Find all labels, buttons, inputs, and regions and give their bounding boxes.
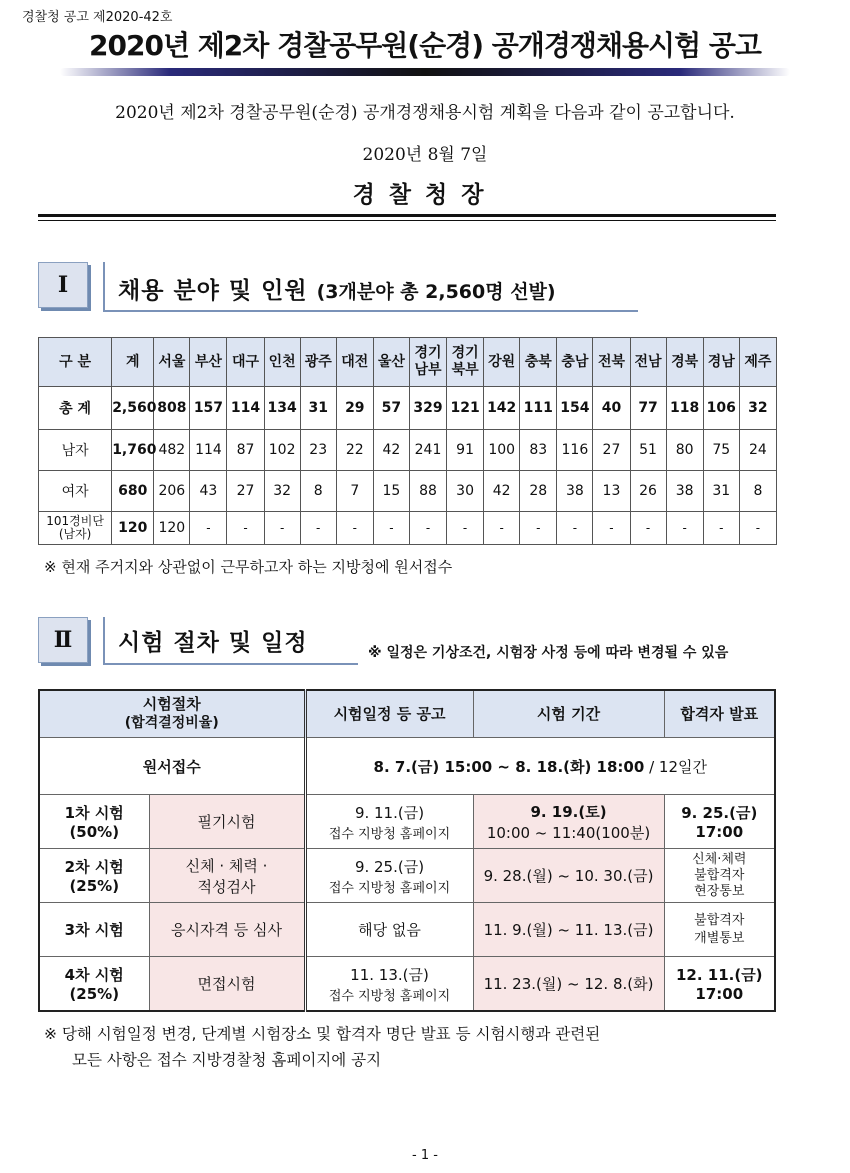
stage-announce [664,903,775,957]
notice-where: 접수 지방청 홈페이지 [328,826,451,842]
table-row-male [39,430,777,471]
stage-ratio: (25%) [69,877,120,895]
table-row-total [39,387,777,430]
table-cell: 121 [447,387,484,430]
stage-label [39,795,149,849]
table-cell: 329 [409,387,446,430]
announce-date: 9. 25.(금) [681,804,758,822]
table-cell: 31 [703,471,739,512]
table-cell: 241 [409,430,446,471]
table-cell: - [447,512,484,545]
application-period-range: 8. 7.(금) 15:00 ~ 8. 18.(화) 18:00 [373,757,645,776]
page-title: 2020년 제2차 경찰공무원(순경) 공개경쟁채용시험 공고 [89,29,761,62]
stage-label [39,957,149,1012]
header-cell: 구 분 [39,338,112,387]
table-cell: 118 [666,387,703,430]
row-label: 101경비단 (남자) [39,512,112,545]
stage-name: 2차 시험 [64,858,124,876]
stage-announce [664,795,775,849]
stage-notice [305,849,473,903]
header-cell: 경기 남부 [409,338,446,387]
announce-line1: 불합격자 [694,912,745,928]
table-cell: - [703,512,739,545]
table-cell: - [739,512,776,545]
header-notice: 시험일정 등 공고 [305,690,473,738]
stage-type-line1: 신체 · 체력 · [185,856,268,875]
header-cell: 전남 [630,338,666,387]
table-cell: 15 [373,471,409,512]
table-cell: 91 [447,430,484,471]
table-cell: 26 [630,471,666,512]
table-cell: 142 [484,387,520,430]
table-cell: - [593,512,630,545]
stage-name: 1차 시험 [64,804,124,822]
section-2-title: 시험 절차 및 일정 [118,630,308,656]
stage-notice [305,957,473,1012]
section-2-footnote [44,1021,780,1073]
table-cell: 88 [409,471,446,512]
table-header-row [39,338,777,387]
stage-ratio: (50%) [69,823,120,841]
schedule-row-application [39,738,775,795]
row-label: 여자 [39,471,112,512]
application-period [305,738,775,795]
table-cell: 80 [666,430,703,471]
stage-type [149,849,305,903]
stage-type: 필기시험 [149,795,305,849]
application-period-days: 12일간 [658,757,707,776]
stage-period: 11. 23.(월) ~ 12. 8.(화) [473,957,664,1012]
table-cell: - [227,512,264,545]
table-cell: - [336,512,373,545]
table-cell: - [630,512,666,545]
table-cell: - [190,512,227,545]
application-period-separator: / [644,757,659,776]
table-cell: 42 [373,430,409,471]
table-row-101-guard [39,512,777,545]
section-1-note: ※ 현재 주거지와 상관없이 근무하고자 하는 지방청에 원서접수 [44,558,453,576]
notice-where: 접수 지방청 홈페이지 [328,880,451,896]
header-cell: 대전 [336,338,373,387]
document-number: 경찰청 공고 제2020-42호 [22,10,173,25]
table-cell: 77 [630,387,666,430]
header-cell: 경북 [666,338,703,387]
table-cell: 482 [154,430,190,471]
table-cell: 57 [373,387,409,430]
page-number: - 1 - [412,1148,438,1163]
footnote-line1: ※ 당해 시험일정 변경, 단계별 시험장소 및 합격자 명단 발표 등 시험시행과 관련된 [44,1025,601,1043]
announce-line2: 불합격자 [694,867,745,883]
table-cell: 32 [264,471,300,512]
table-cell: 116 [557,430,593,471]
table-cell: - [264,512,300,545]
table-cell: 808 [154,387,190,430]
table-cell: - [520,512,557,545]
table-cell: 38 [557,471,593,512]
table-cell: 206 [154,471,190,512]
table-cell: - [557,512,593,545]
notice-where: 접수 지방청 홈페이지 [328,988,451,1004]
announce-line1: 신체·체력 [692,851,747,867]
header-cell: 충북 [520,338,557,387]
table-cell: 8 [739,471,776,512]
notice-date: 11. 13.(금) [350,965,429,984]
header-cell: 광주 [300,338,336,387]
row-label: 총 계 [39,387,112,430]
header-cell: 충남 [557,338,593,387]
stage-ratio: (25%) [69,985,120,1003]
issuer-name: 경찰청장 [352,181,498,208]
header-cell: 전북 [593,338,630,387]
table-cell: 8 [300,471,336,512]
section-2-note: ※ 일정은 기상조건, 시험장 사정 등에 따라 변경될 수 있음 [368,645,729,661]
period-date: 9. 19.(토) [530,802,607,821]
table-cell: - [484,512,520,545]
announce-date: 12. 11.(금) [675,966,763,984]
section-2-number-box [38,617,88,663]
table-cell: 29 [336,387,373,430]
header-cell: 대구 [227,338,264,387]
stage-period [473,795,664,849]
table-cell: 1,760 [112,430,154,471]
table-cell: 38 [666,471,703,512]
header-cell: 강원 [484,338,520,387]
header-announce: 합격자 발표 [664,690,775,738]
table-cell: 24 [739,430,776,471]
table-cell: - [409,512,446,545]
header-procedure [39,690,305,738]
table-cell: 2,560 [112,387,154,430]
stage-type: 면접시험 [149,957,305,1012]
table-cell: 40 [593,387,630,430]
schedule-row-stage-3 [39,903,775,957]
notice-date: 9. 11.(금) [354,803,425,822]
table-cell: 32 [739,387,776,430]
stage-type-line2: 적성검사 [197,877,256,896]
table-cell: 30 [447,471,484,512]
section-1-number-box [38,262,88,308]
table-cell: 106 [703,387,739,430]
table-cell: 87 [227,430,264,471]
table-cell: 83 [520,430,557,471]
table-cell: 100 [484,430,520,471]
stage-name: 4차 시험 [64,966,124,984]
section-1-number: I [57,272,69,298]
schedule-row-stage-1 [39,795,775,849]
section-1-heading [118,272,556,305]
header-procedure-line1: 시험절차 [142,695,201,713]
header-cell: 제주 [739,338,776,387]
announce-time: 17:00 [695,985,744,1003]
section-1-subtitle: (3개분야 총 2,560명 선발) [316,281,556,303]
table-cell: 23 [300,430,336,471]
table-cell: 680 [112,471,154,512]
table-cell: 75 [703,430,739,471]
table-cell: 27 [593,430,630,471]
header-cell: 인천 [264,338,300,387]
table-row-female [39,471,777,512]
application-label: 원서접수 [39,738,305,795]
header-cell: 서울 [154,338,190,387]
stage-period: 9. 28.(월) ~ 10. 30.(금) [473,849,664,903]
stage-period: 11. 9.(월) ~ 11. 13.(금) [473,903,664,957]
stage-notice [305,795,473,849]
stage-notice: 해당 없음 [305,903,473,957]
table-cell: - [373,512,409,545]
table-cell: 51 [630,430,666,471]
title-underline [60,68,790,76]
table-cell: 43 [190,471,227,512]
announce-line3: 현장통보 [694,883,745,899]
header-cell: 경남 [703,338,739,387]
stage-label [39,849,149,903]
row-label: 남자 [39,430,112,471]
divider-thin [38,220,776,221]
table-cell: 120 [154,512,190,545]
header-procedure-line2: (합격결정비율) [124,715,219,731]
section-2-number: Ⅱ [53,627,73,653]
table-cell: 114 [227,387,264,430]
announce-time: 17:00 [695,823,744,841]
divider-thick [38,214,776,217]
schedule-header-row [39,690,775,738]
schedule-row-stage-2 [39,849,775,903]
header-cell: 계 [112,338,154,387]
table-cell: 42 [484,471,520,512]
table-cell: 28 [520,471,557,512]
header-cell: 경기 북부 [447,338,484,387]
table-cell: 114 [190,430,227,471]
recruitment-table [38,337,777,545]
footnote-line2: 모든 사항은 접수 지방경찰청 홈페이지에 공지 [72,1051,382,1069]
header-period: 시험 기간 [473,690,664,738]
table-cell: 13 [593,471,630,512]
table-cell: 111 [520,387,557,430]
notice-date: 9. 25.(금) [354,857,425,876]
stage-type: 응시자격 등 심사 [149,903,305,957]
schedule-row-stage-4 [39,957,775,1012]
intro-text: 2020년 제2차 경찰공무원(순경) 공개경쟁채용시험 계획을 다음과 같이 공고합니다. [115,103,735,123]
table-cell: 154 [557,387,593,430]
header-cell: 부산 [190,338,227,387]
header-cell: 울산 [373,338,409,387]
period-time: 10:00 ~ 11:40(100분) [486,823,651,842]
stage-announce [664,957,775,1012]
stage-announce [664,849,775,903]
table-cell: - [300,512,336,545]
table-cell: 22 [336,430,373,471]
stage-label: 3차 시험 [39,903,149,957]
table-cell: 31 [300,387,336,430]
table-cell: 102 [264,430,300,471]
section-1-title: 채용 분야 및 인원 [118,278,308,304]
table-cell: 134 [264,387,300,430]
schedule-table [38,689,776,1012]
announcement-date: 2020년 8월 7일 [362,145,488,165]
table-cell: 157 [190,387,227,430]
table-cell: 27 [227,471,264,512]
announce-line2: 개별통보 [694,930,745,946]
table-cell: 7 [336,471,373,512]
table-cell: 120 [112,512,154,545]
table-cell: - [666,512,703,545]
